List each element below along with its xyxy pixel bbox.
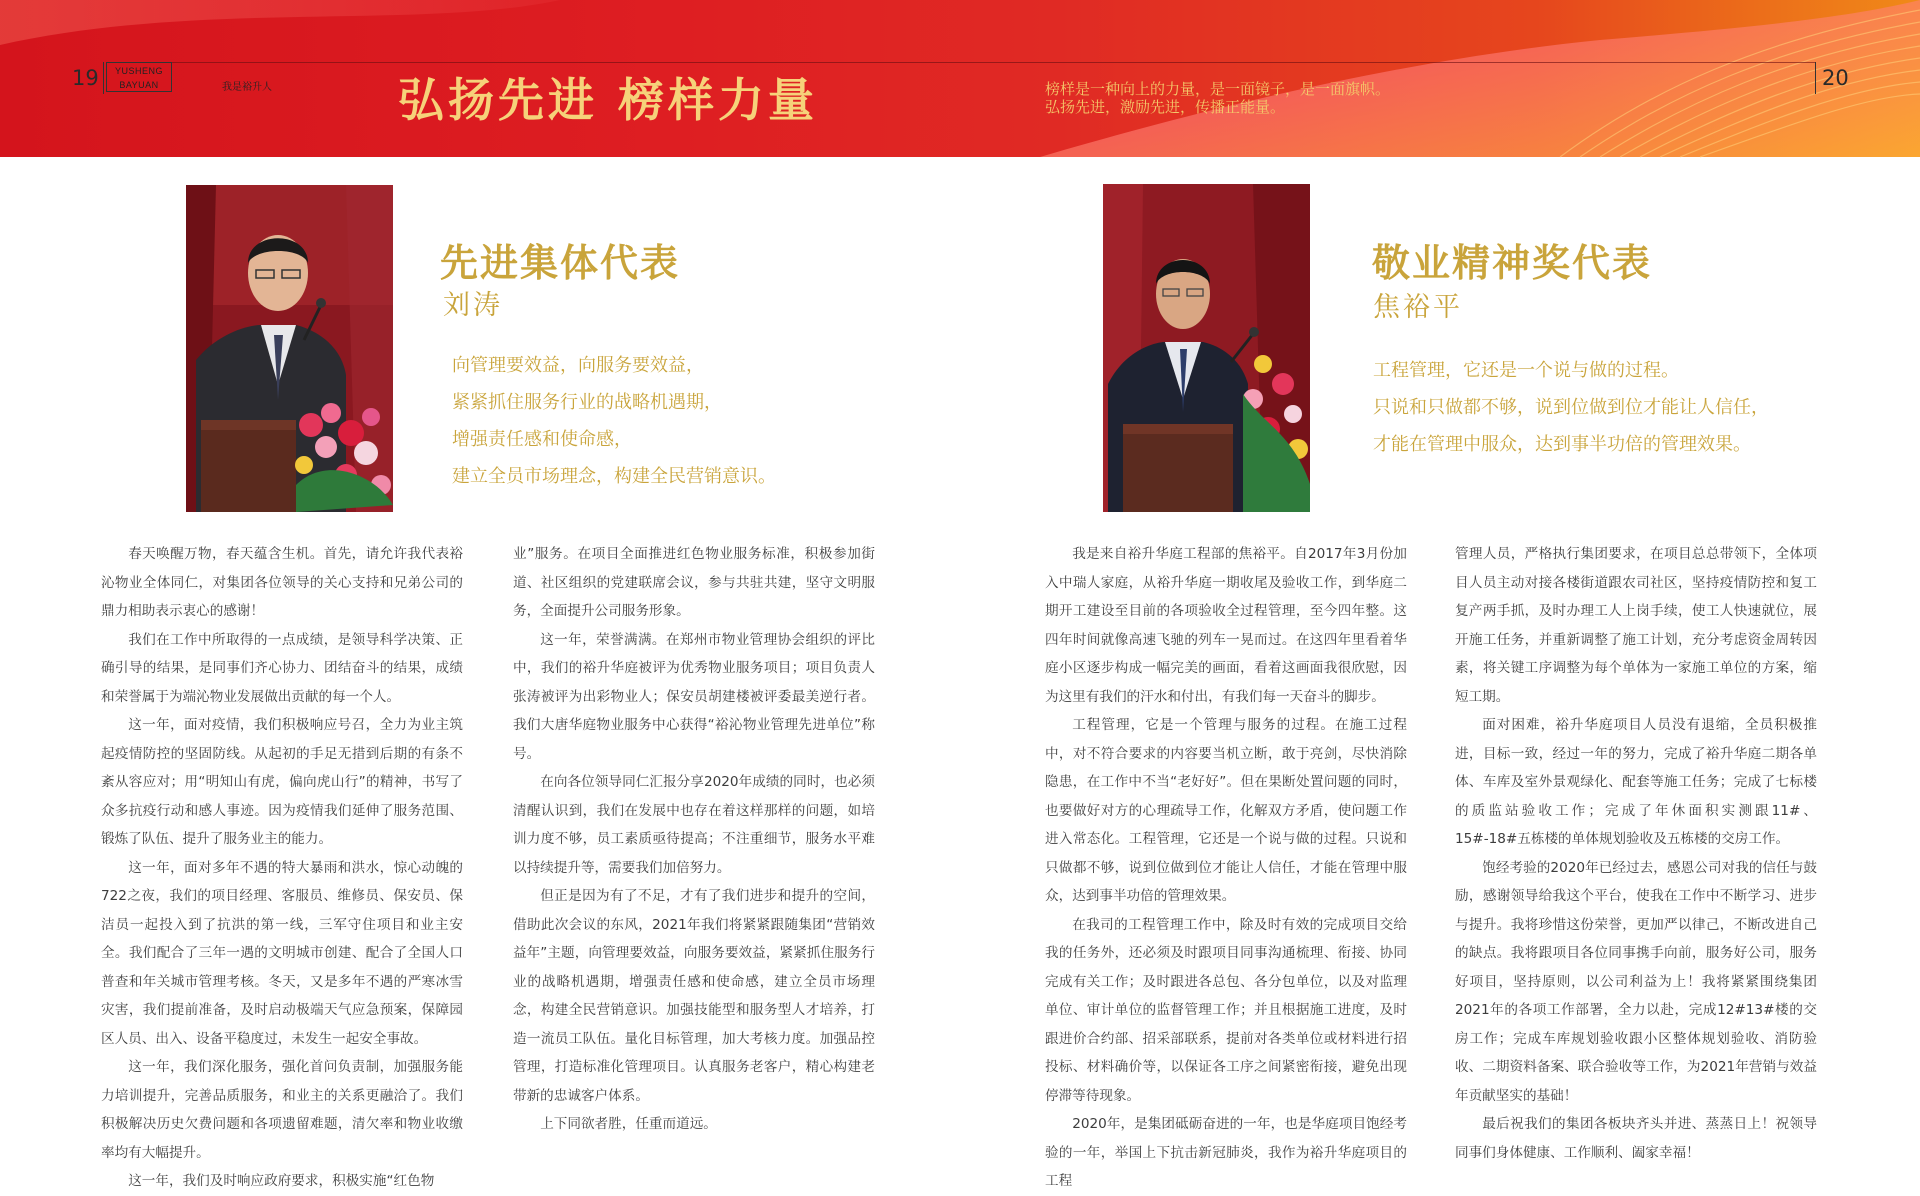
main-title: 弘扬先进 榜样力量: [398, 73, 819, 127]
quote-line: 工程管理，它还是一个说与做的过程。: [1373, 360, 1679, 381]
brand-line2: BAYUAN: [119, 80, 159, 90]
awardee-name-right: 焦裕平: [1373, 292, 1463, 323]
quote-line: 建立全员市场理念，构建全民营销意识。: [452, 466, 776, 487]
brand-logo: [106, 62, 172, 92]
paragraph: 管理人员，严格执行集团要求，在项目总总带领下，全体项目人员主动对接各楼街道跟农司社区，坚持疫情防控和复工复产两手抓，及时办理工人上岗手续，使工人快速就位，展开施工任务，并重新调整了施工计划，充分考虑资金周转因素，将关键工序调整为每个单体为一家施工单位的方案，缩短工期。: [1455, 546, 1817, 705]
paragraph: 这一年，荣誉满满。在郑州市物业管理协会组织的评比中，我们的裕升华庭被评为优秀物业服务项目；项目负责人张涛被评为出彩物业人；保安员胡建楼被评委最美逆行者。我们大唐华庭物业服务中心获得“裕沁物业管理先进单位”称号。: [513, 631, 875, 762]
page-number-left: 19: [72, 66, 99, 90]
header-band: [0, 0, 1920, 157]
tagline-line1: 榜样是一种向上的力量，是一面镜子，是一面旗帜。: [1045, 80, 1391, 98]
paragraph: 业”服务。在项目全面推进红色物业服务标准，积极参加街道、社区组织的党建联席会议，参与共驻共建，坚守文明服务，全面提升公司服务形象。: [513, 546, 875, 619]
tagline-line2: 弘扬先进，激励先进，传播正能量。: [1045, 98, 1286, 116]
quote-line: 紧紧抓住服务行业的战略机遇期，: [452, 392, 722, 413]
portrait-photo-jiao-yuping: [1103, 184, 1310, 512]
paragraph: 但正是因为有了不足，才有了我们进步和提升的空间，借助此次会议的东风，2021年我们将紧紧跟随集团“营销效益年”主题，向管理要效益，向服务要效益，紧紧抓住服务行业的战略机遇期，增强责任感和使命感，建立全员市场理念，构建全民营销意识。加强技能型和服务型人才培养，打造一流员工队伍。量化目标管理，加大考核力度。加强品控管理，打造标准化管理项目。认真服务老客户，精心构建老带新的忠诚客户体系。: [513, 888, 875, 1104]
award-title-right: 敬业精神奖代表: [1372, 241, 1653, 285]
article-left-column-2: [513, 540, 875, 1140]
paragraph: 这一年，面对多年不遇的特大暴雨和洪水，惊心动魄的722之夜，我们的项目经理、客服员、维修员、保安员、保洁员一起投入到了抗洪的第一线，三军守住项目和业主安全。我们配合了三年一遇的文明城市创建、配合了全国人口普查和年关城市管理考核。冬天，又是多年不遇的严寒冰雪灾害，我们提前准备，及时启动极端天气应急预案，保障园区人员、出入、设备平稳度过，未发生一起安全事故。: [101, 859, 463, 1047]
paragraph: 在我司的工程管理工作中，除及时有效的完成项目交给我的任务外，还必须及时跟项目同事沟通梳理、衔接、协同完成有关工作；及时跟进各总包、各分包单位，以及对监理单位、审计单位的监督管理工作；并且根据施工进度，及时跟进价合约部、招采部联系，提前对各类单位或材料进行招投标、材料确价等，以保证各工序之间紧密衔接，避免出现停滞等待现象。: [1045, 916, 1407, 1104]
header-rule: [172, 62, 1815, 63]
paragraph: 最后祝我们的集团各板块齐头并进、蒸蒸日上！祝领导同事们身体健康、工作顺利、阖家幸福！: [1455, 1116, 1817, 1161]
paragraph: 2020年，是集团砥砺奋进的一年，也是华庭项目饱经考验的一年，举国上下抗击新冠肺炎，我作为裕升华庭项目的工程: [1045, 1116, 1407, 1189]
header-wave-decoration: [0, 0, 1920, 157]
quote-line: 才能在管理中服众，达到事半功倍的管理效果。: [1373, 434, 1751, 455]
quote-right: [1373, 352, 1769, 463]
header-tagline: [1045, 80, 1390, 116]
paragraph: 在向各位领导同仁汇报分享2020年成绩的同时，也必须清醒认识到，我们在发展中也存在着这样那样的问题，如培训力度不够，员工素质亟待提高；不注重细节，服务水平难以持续提升等，需要我们加倍努力。: [513, 774, 875, 876]
paragraph: 工程管理，它是一个管理与服务的过程。在施工过程中，对不符合要求的内容要当机立断，敢于亮剑，尽快消除隐患，在工作中不当“老好好”。但在果断处置问题的同时，也要做好对方的心理疏导工作，化解双方矛盾，使问题工作进入常态化。工程管理，它还是一个说与做的过程。只说和只做都不够，说到位做到位才能让人信任，才能在管理中服众，达到事半功倍的管理效果。: [1045, 717, 1407, 904]
paragraph: 面对困难，裕升华庭项目人员没有退缩，全员积极推进，目标一致，经过一年的努力，完成了裕升华庭二期各单体、车库及室外景观绿化、配套等施工任务；完成了七标楼的质监站验收工作；完成了年休面积实测跟11#、15#-18#五栋楼的单体规划验收及五栋楼的交房工作。: [1455, 717, 1817, 847]
paragraph: 我们在工作中所取得的一点成绩，是领导科学决策、正确引导的结果，是同事们齐心协力、团结奋斗的结果，成绩和荣誉属于为端沁物业发展做出贡献的每一个人。: [101, 631, 463, 705]
quote-line: 向管理要效益，向服务要效益，: [452, 355, 704, 376]
portrait-photo-liu-tao: [186, 185, 393, 512]
paragraph: 这一年，面对疫情，我们积极响应号召，全力为业主筑起疫情防控的坚固防线。从起初的手足无措到后期的有条不紊从容应对；用“明知山有虎，偏向虎山行”的精神，书写了众多抗疫行动和感人事迹。因为疫情我们延伸了服务范围、锻炼了队伍、提升了服务业主的能力。: [101, 717, 463, 847]
award-title-left: 先进集体代表: [440, 241, 681, 285]
brand-line1: YUSHENG: [114, 66, 163, 76]
page-number-right: 20: [1822, 66, 1849, 90]
quote-line: 只说和只做都不够，说到位做到位才能让人信任，: [1373, 397, 1769, 418]
paragraph: 饱经考验的2020年已经过去，感恩公司对我的信任与鼓励，感谢领导给我这个平台，使我在工作中不断学习、进步与提升。我将珍惜这份荣誉，更加严以律己，不断改进自己的缺点。我将跟项目各位同事携手向前，服务好公司，服务好项目，坚持原则，以公司利益为上！我将紧紧围绕集团2021年的各项工作部署，全力以赴，完成12#13#楼的交房工作；完成车库规划验收跟小区整体规划验收、消防验收、二期资料备案、联合验收等工作，为2021年营销与效益年贡献坚实的基础！: [1455, 859, 1817, 1104]
article-right-column-1: [1045, 540, 1407, 1189]
awardee-name-left: 刘涛: [443, 290, 503, 321]
article-left-column-1: [101, 540, 463, 1189]
paragraph: 这一年，我们及时响应政府要求，积极实施“红色物: [128, 1173, 435, 1189]
paragraph: 我是来自裕升华庭工程部的焦裕平。自2017年3月份加入中瑞人家庭，从裕升华庭一期收尾及验收工作，到华庭二期开工建设至目前的各项验收全过程管理，至今四年整。这四年时间就像高速飞驰的列车一晃而过。在这四年里看着华庭小区逐步构成一幅完美的画面，看着这画面我很欣慰，因为这里有我们的汗水和付出，有我们每一天奋斗的脚步。: [1045, 546, 1407, 705]
section-tag: 我是裕升人: [222, 82, 272, 93]
paragraph: 上下同欲者胜，任重而道远。: [540, 1116, 717, 1132]
quote-left: [452, 347, 776, 495]
article-right-column-2: [1455, 540, 1817, 1180]
quote-line: 增强责任感和使命感，: [452, 429, 632, 450]
paragraph: 春天唤醒万物，春天蕴含生机。首先，请允许我代表裕沁物业全体同仁，对集团各位领导的关心支持和兄弟公司的鼎力相助表示衷心的感谢！: [101, 546, 463, 619]
paragraph: 这一年，我们深化服务，强化首问负责制，加强服务能力培训提升，完善品质服务，和业主的关系更融洽了。我们积极解决历史欠费问题和各项遗留难题，清欠率和物业收缴率均有大幅提升。: [101, 1059, 463, 1161]
